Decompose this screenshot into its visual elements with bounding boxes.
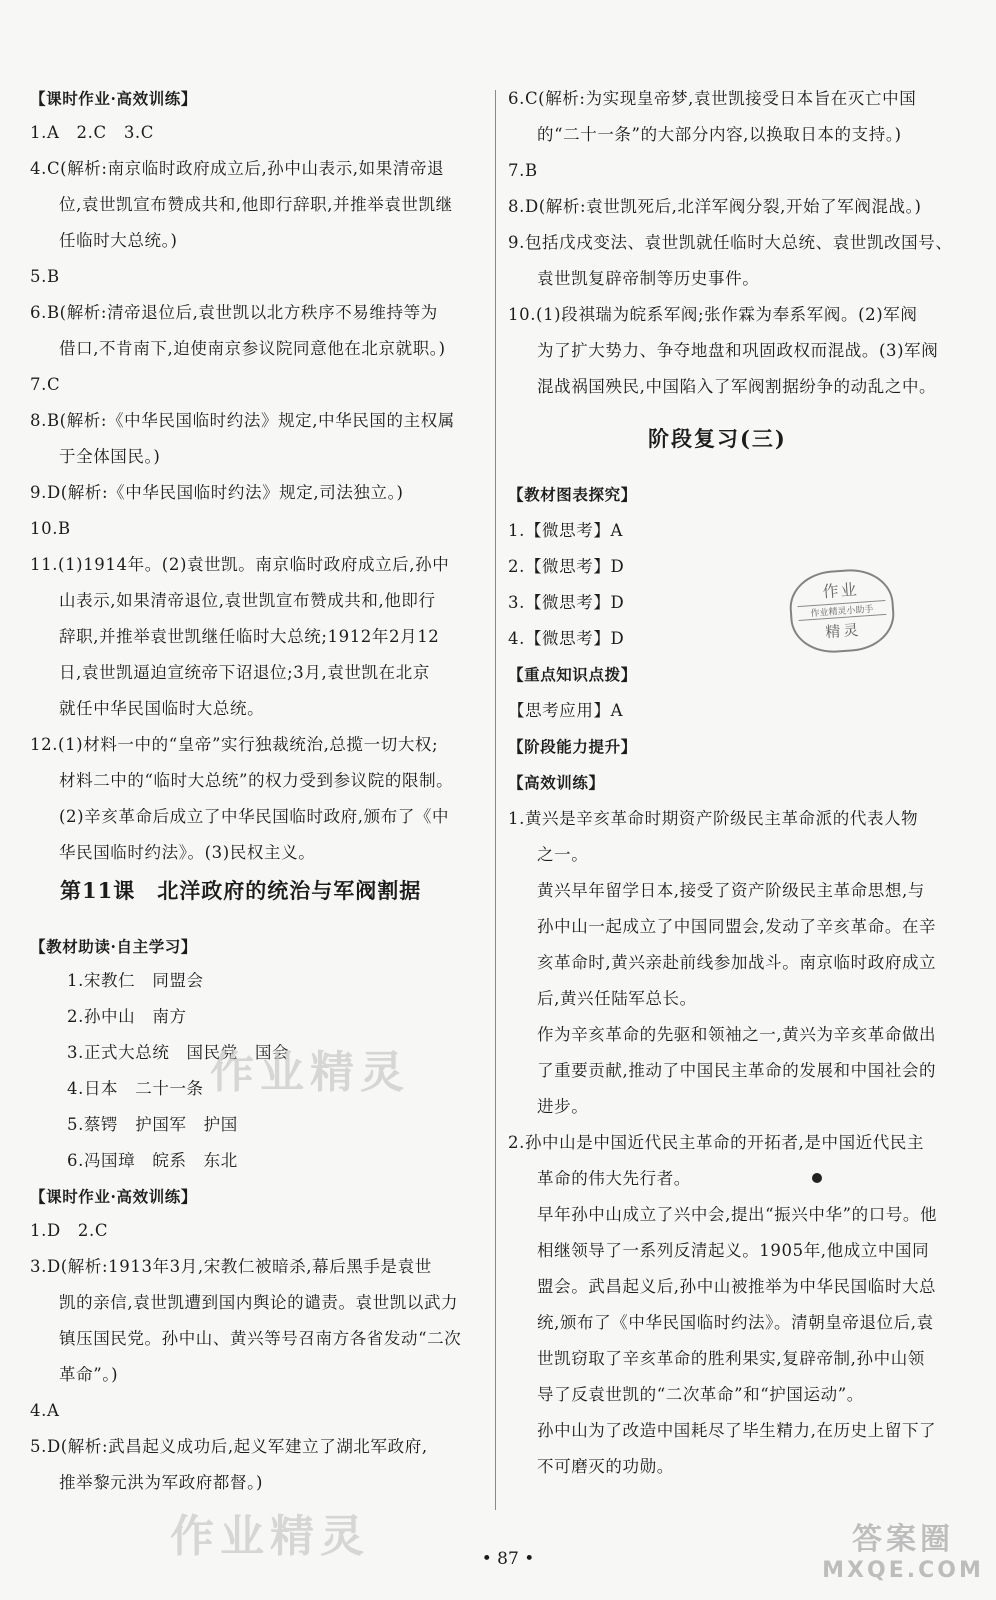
text-line: 6.冯国璋 皖系 东北 (67, 1151, 238, 1170)
text-line: 进步。 (537, 1097, 589, 1116)
text-line: 材料二中的“临时大总统”的权力受到参议院的限制。 (59, 771, 454, 790)
text-line: 4.日本 二十一条 (67, 1079, 204, 1098)
text-line: 混战祸国殃民,中国陷入了军阀割据纷争的动乱之中。 (537, 377, 937, 396)
text-line: 2.孙中山是中国近代民主革命的开拓者,是中国近代民主 (508, 1133, 925, 1152)
text-line: (2)辛亥革命后成立了中华民国临时政府,颁布了《中 (59, 807, 450, 826)
ink-dot (812, 1173, 822, 1183)
text-line: 3.D(解析:1913年3月,宋教仁被暗杀,幕后黑手是袁世 (30, 1257, 432, 1276)
section-heading: 【课时作业·高效训练】 (30, 89, 197, 108)
text-line: 孙中山为了改造中国耗尽了毕生精力,在历史上留下了 (537, 1421, 937, 1440)
text-line: 为了扩大势力、争夺地盘和巩固政权而混战。(3)军阀 (537, 341, 939, 360)
text-line: 就任中华民国临时大总统。 (59, 699, 265, 718)
text-line: 3.正式大总统 国民党 国会 (67, 1043, 290, 1062)
section-heading: 【课时作业·高效训练】 (30, 1187, 197, 1206)
text-line: 2.【微思考】D (508, 557, 625, 576)
text-line: 凯的亲信,袁世凯遭到国内舆论的谴责。袁世凯以武力 (59, 1293, 459, 1312)
watermark-bottom: 作业精灵 (170, 1511, 370, 1562)
stamp-seal: 作业 作业精灵小助手 精灵 (787, 566, 896, 655)
section-title: 阶段复习(三) (648, 426, 787, 451)
text-line: 位,袁世凯宣布赞成共和,他即行辞职,并推举袁世凯继 (59, 195, 453, 214)
text-line: 亥革命时,黄兴亲赴前线参加战斗。南京临时政府成立 (537, 953, 937, 972)
text-line: 1.A 2.C 3.C (30, 123, 154, 142)
text-line: 2.孙中山 南方 (67, 1007, 187, 1026)
section-heading: 【高效训练】 (508, 773, 605, 792)
text-line: 于全体国民。) (59, 447, 161, 466)
section-heading: 【阶段能力提升】 (508, 737, 637, 756)
text-line: 7.C (30, 375, 61, 394)
text-line: 11.(1)1914年。(2)袁世凯。南京临时政府成立后,孙中 (30, 555, 450, 574)
text-line: 革命的伟大先行者。 (537, 1169, 691, 1188)
corner-logo: 答案圈 MXQE.COM (822, 1522, 984, 1583)
text-line: 推举黎元洪为军政府都督。) (59, 1473, 263, 1492)
text-line: 之一。 (537, 845, 589, 864)
text-line: 黄兴早年留学日本,接受了资产阶级民主革命思想,与 (537, 881, 925, 900)
text-line: 袁世凯复辟帝制等历史事件。 (537, 269, 760, 288)
text-line: 6.C(解析:为实现皇帝梦,袁世凯接受日本旨在灭亡中国 (508, 89, 917, 108)
text-line: 1.【微思考】A (508, 521, 623, 540)
text-line: 4.A (30, 1401, 60, 1420)
text-line: 辞职,并推举袁世凯继任临时大总统;1912年2月12 (59, 627, 440, 646)
text-line: 1.宋教仁 同盟会 (67, 971, 204, 990)
text-line: 任临时大总统。) (59, 231, 178, 250)
text-line: 12.(1)材料一中的“皇帝”实行独裁统治,总揽一切大权; (30, 735, 439, 754)
text-line: 5.蔡锷 护国军 护国 (67, 1115, 238, 1134)
text-line: 1.黄兴是辛亥革命时期资产阶级民主革命派的代表人物 (508, 809, 919, 828)
text-line: 了重要贡献,推动了中国民主革命的发展和中国社会的 (537, 1061, 937, 1080)
text-line: 统,颁布了《中华民国临时约法》。清朝皇帝退位后,袁 (537, 1313, 934, 1332)
text-line: 8.B(解析:《中华民国临时约法》规定,中华民国的主权属 (30, 411, 455, 430)
section-heading: 【教材助读·自主学习】 (30, 937, 197, 956)
page-number: • 87 • (481, 1549, 535, 1569)
text-line: 9.包括戊戌变法、袁世凯就任临时大总统、袁世凯改国号、 (508, 233, 953, 252)
text-line: 1.D 2.C (30, 1221, 109, 1240)
text-line: 9.D(解析:《中华民国临时约法》规定,司法独立。) (30, 483, 404, 502)
text-line: 4.C(解析:南京临时政府成立后,孙中山表示,如果清帝退 (30, 159, 445, 178)
text-line: 5.D(解析:武昌起义成功后,起义军建立了湖北军政府, (30, 1437, 428, 1456)
text-line: 3.【微思考】D (508, 593, 625, 612)
text-line: 盟会。武昌起义后,孙中山被推举为中华民国临时大总 (537, 1277, 937, 1296)
text-line: 导了反袁世凯的“二次革命”和“护国运动”。 (537, 1385, 864, 1404)
text-line: 作为辛亥革命的先驱和领袖之一,黄兴为辛亥革命做出 (537, 1025, 937, 1044)
section-heading: 【重点知识点拨】 (508, 665, 637, 684)
text-line: 4.【微思考】D (508, 629, 625, 648)
text-line: 镇压国民党。孙中山、黄兴等号召南方各省发动“二次 (59, 1329, 462, 1348)
text-line: 借口,不肯南下,迫使南京参议院同意他在北京就职。) (59, 339, 446, 358)
watermark-mid: 作业精灵 (210, 1047, 410, 1098)
text-line: 日,袁世凯逼迫宣统帝下诏退位;3月,袁世凯在北京 (59, 663, 430, 682)
text-line: 10.B (30, 519, 71, 538)
text-line: 5.B (30, 267, 60, 286)
column-divider (495, 90, 496, 1510)
lesson-title: 第11课 北洋政府的统治与军阀割据 (60, 878, 422, 903)
text-line: 世凯窃取了辛亥革命的胜利果实,复辟帝制,孙中山领 (537, 1349, 925, 1368)
text-line: 8.D(解析:袁世凯死后,北洋军阀分裂,开始了军阀混战。) (508, 197, 922, 216)
text-line: 后,黄兴任陆军总长。 (537, 989, 697, 1008)
section-heading: 【教材图表探究】 (508, 485, 637, 504)
text-line: 华民国临时约法》。(3)民权主义。 (59, 843, 316, 862)
text-line: 的“二十一条”的大部分内容,以换取日本的支持。) (537, 125, 902, 144)
text-line: 7.B (508, 161, 538, 180)
text-line: 早年孙中山成立了兴中会,提出“振兴中华”的口号。他 (537, 1205, 938, 1224)
text-line: 【思考应用】A (508, 701, 624, 720)
text-line: 山表示,如果清帝退位,袁世凯宣布赞成共和,他即行 (59, 591, 436, 610)
text-line: 不可磨灭的功勋。 (537, 1457, 674, 1476)
text-line: 10.(1)段祺瑞为皖系军阀;张作霖为奉系军阀。(2)军阀 (508, 305, 918, 324)
text-line: 革命”。) (59, 1365, 119, 1384)
text-line: 6.B(解析:清帝退位后,袁世凯以北方秩序不易维持等为 (30, 303, 438, 322)
text-line: 相继领导了一系列反清起义。1905年,他成立中国同 (537, 1241, 930, 1260)
text-line: 孙中山一起成立了中国同盟会,发动了辛亥革命。在辛 (537, 917, 937, 936)
